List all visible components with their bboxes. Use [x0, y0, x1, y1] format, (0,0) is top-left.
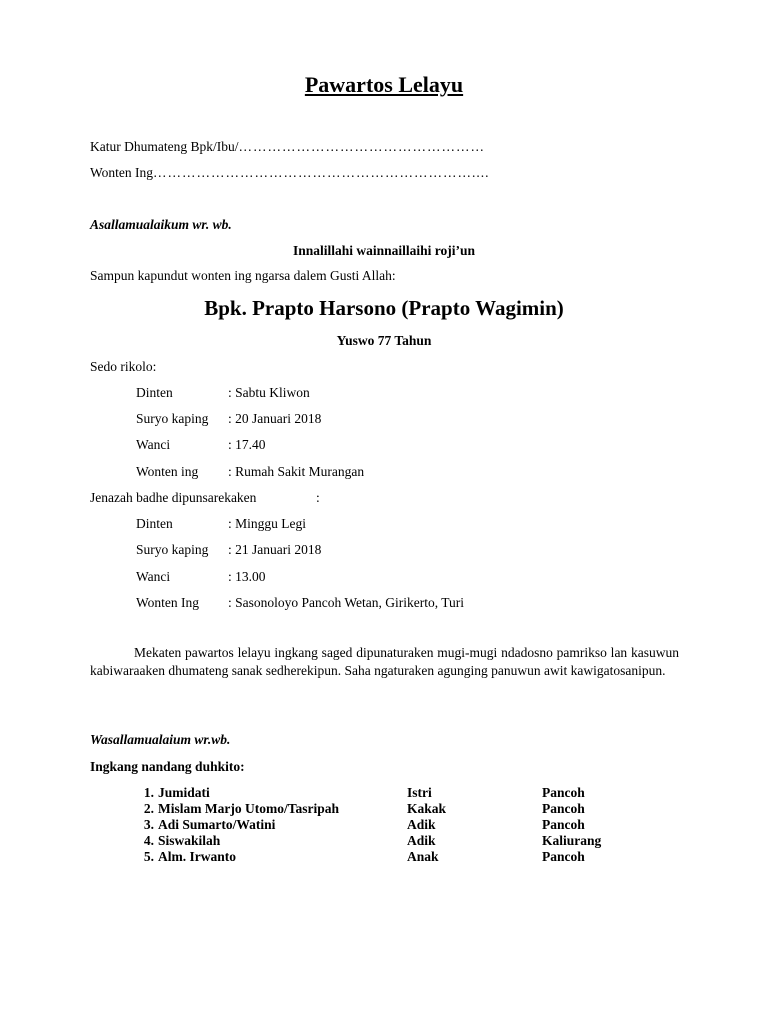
family-member-place: Pancoh	[542, 849, 585, 864]
family-number: 4.	[143, 833, 154, 848]
greeting: Asallamualaikum wr. wb.	[90, 217, 232, 232]
death-heading: Sedo rikolo:	[90, 359, 157, 374]
family-number: 2.	[143, 801, 154, 816]
family-member-name: Jumidati	[158, 785, 210, 800]
family-number: 1.	[143, 785, 154, 800]
death-detail-value: : Sabtu Kliwon	[228, 385, 310, 400]
burial-detail-value: : 13.00	[228, 569, 266, 584]
family-member-name: Siswakilah	[158, 833, 221, 848]
recipient-line	[90, 139, 485, 155]
burial-heading-colon: :	[316, 490, 320, 505]
innalillahi-line: Innalillahi wainnaillaihi roji’un	[292, 243, 476, 258]
closing-greeting: Wasallamualaium wr.wb.	[90, 732, 231, 747]
closing-paragraph: Mekaten pawartos lelayu ingkang saged dipunaturaken mugi-mugi ndadosno pamrikso lan kasuwun kabiwaraaken dhumateng sanak sedherekipun. Saha ngaturaken agunging panuwun awit kawigatosanipun.	[90, 645, 679, 678]
death-detail-value: : Rumah Sakit Murangan	[228, 464, 365, 479]
family-member-name: Mislam Marjo Utomo/Tasripah	[158, 801, 339, 816]
recipient-label: Katur Dhumateng Bpk/Ibu/	[90, 139, 239, 154]
burial-detail-label: Wonten Ing	[136, 595, 200, 610]
death-detail-label: Suryo kaping	[136, 411, 209, 426]
family-member-place: Pancoh	[542, 801, 585, 816]
family-member-relation: Adik	[407, 817, 436, 832]
family-number: 3.	[143, 817, 154, 832]
burial-detail-label: Wanci	[136, 569, 171, 584]
death-detail-label: Wonten ing	[136, 464, 199, 479]
death-detail-value: : 20 Januari 2018	[228, 411, 322, 426]
burial-detail-label: Dinten	[136, 516, 173, 531]
burial-detail-value: : 21 Januari 2018	[228, 542, 322, 557]
burial-detail-label: Suryo kaping	[136, 542, 209, 557]
family-member-relation: Anak	[407, 849, 439, 864]
burial-detail-value: : Sasonoloyo Pancoh Wetan, Girikerto, Turi	[228, 595, 465, 610]
family-number: 5.	[143, 849, 154, 864]
burial-heading: Jenazah badhe dipunsarekaken	[90, 490, 257, 505]
family-member-relation: Istri	[407, 785, 432, 800]
family-member-name: Adi Sumarto/Watini	[158, 817, 276, 832]
family-heading: Ingkang nandang duhkito:	[90, 759, 245, 774]
recipient-dots: ……………………………………………	[238, 139, 485, 154]
location-line	[90, 165, 490, 181]
age-line: Yuswo 77 Tahun	[336, 333, 432, 348]
location-label: Wonten Ing	[90, 165, 154, 180]
location-dots: …………………………………………………………....	[153, 165, 490, 180]
family-member-relation: Adik	[407, 833, 436, 848]
family-member-relation: Kakak	[407, 801, 447, 816]
death-detail-label: Wanci	[136, 437, 171, 452]
death-detail-value: : 17.40	[228, 437, 266, 452]
death-detail-label: Dinten	[136, 385, 173, 400]
intro-line: Sampun kapundut wonten ing ngarsa dalem Gusti Allah:	[90, 268, 396, 283]
family-member-place: Pancoh	[542, 785, 585, 800]
deceased-name: Bpk. Prapto Harsono (Prapto Wagimin)	[204, 296, 564, 320]
family-member-name: Alm. Irwanto	[158, 849, 236, 864]
family-member-place: Pancoh	[542, 817, 585, 832]
document-title: Pawartos Lelayu	[304, 72, 464, 97]
family-member-place: Kaliurang	[542, 833, 602, 848]
burial-detail-value: : Minggu Legi	[228, 516, 306, 531]
